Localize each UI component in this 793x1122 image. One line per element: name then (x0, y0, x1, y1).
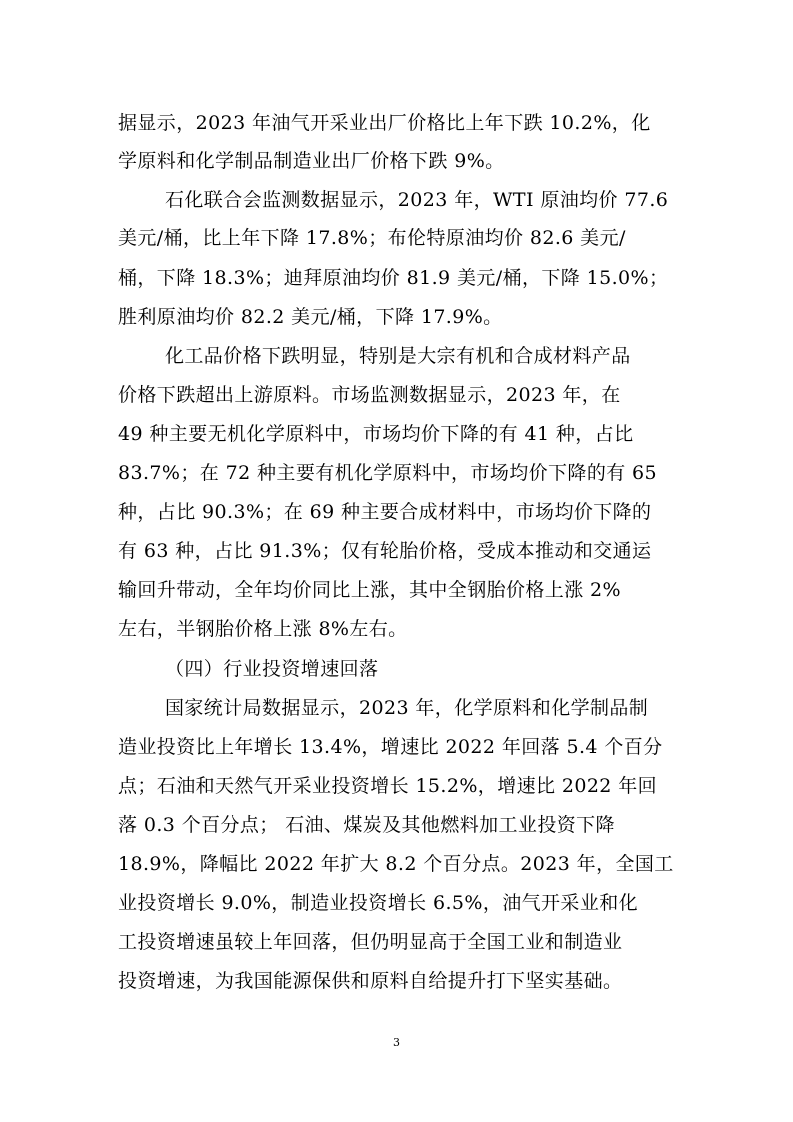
text-line: 49 种主要无机化学原料中，市场均价下降的有 41 种，占比 (118, 423, 634, 445)
text-line: 左右，半钢胎价格上涨 8%左右。 (118, 618, 408, 640)
text-line: 输回升带动，全年均价同比上涨，其中全钢胎价格上涨 2% (118, 579, 621, 601)
text-line: 化工品价格下跌明显，特别是大宗有机和合成材料产品 (165, 345, 631, 367)
text-line: 学原料和化学制品制造业出厂价格下跌 9%。 (118, 150, 505, 172)
text-line: 18.9%，降幅比 2022 年扩大 8.2 个百分点。2023 年，全国工 (118, 853, 674, 875)
text-line: 据显示，2023 年油气开采业出厂价格比上年下跌 10.2%，化 (118, 112, 651, 134)
text-line: 种，占比 90.3%；在 69 种主要合成材料中，市场均价下降的 (118, 501, 652, 523)
text-line: 美元/桶，比上年下降 17.8%；布伦特原油均价 82.6 美元/ (118, 227, 626, 249)
text-line: 落 0.3 个百分点； 石油、煤炭及其他燃料加工业投资下降 (118, 814, 615, 836)
text-line: 投资增速，为我国能源保供和原料自给提升打下坚实基础。 (118, 970, 623, 992)
text-line: 业投资增长 9.0%，制造业投资增长 6.5%，油气开采业和化 (118, 892, 639, 914)
text-line: 桶，下降 18.3%；迪拜原油均价 81.9 美元/桶，下降 15.0%； (118, 267, 669, 289)
text-line: 工投资增速虽较上年回落，但仍明显高于全国工业和制造业 (118, 931, 623, 953)
text-line: 点；石油和天然气开采业投资增长 15.2%，增速比 2022 年回 (118, 775, 658, 797)
text-line: 价格下跌超出上游原料。市场监测数据显示，2023 年，在 (118, 384, 621, 406)
text-line: 国家统计局数据显示，2023 年，化学原料和化学制品制 (165, 697, 649, 719)
text-line: 有 63 种，占比 91.3%；仅有轮胎价格，受成本推动和交通运 (118, 540, 652, 562)
section-heading: （四）行业投资增速回落 (165, 658, 379, 680)
text-line: 石化联合会监测数据显示，2023 年，WTI 原油均价 77.6 (165, 189, 669, 211)
text-line: 胜利原油均价 82.2 美元/桶，下降 17.9%。 (118, 306, 503, 328)
text-line: 83.7%；在 72 种主要有机化学原料中，市场均价下降的有 65 (118, 462, 658, 484)
page-number: 3 (393, 1036, 400, 1049)
text-line: 造业投资比上年增长 13.4%，增速比 2022 年回落 5.4 个百分 (118, 736, 663, 758)
